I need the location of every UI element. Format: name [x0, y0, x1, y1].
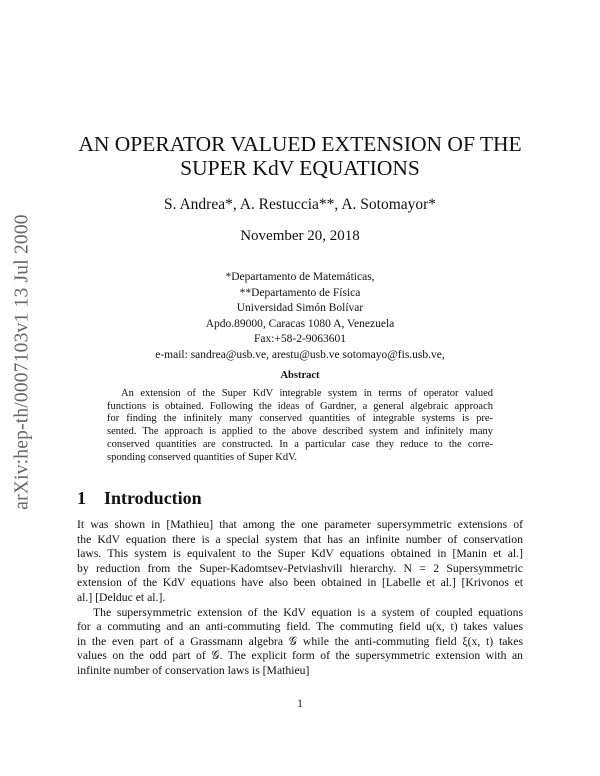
abstract-body: [107, 388, 493, 464]
affiliation-email-line: e-mail: sandrea@usb.ve, arestu@usb.ve sotomayo@fis.usb.ve,: [155, 348, 445, 361]
abstract-line: functions is obtained. Following the ideas of Gardner, a general algebraic approach: [107, 400, 493, 412]
title-line-1: AN OPERATOR VALUED EXTENSION OF THE: [78, 132, 522, 156]
affiliation-line: Apdo.89000, Caracas 1080 A, Venezuela: [205, 317, 395, 330]
paper-title: [0, 132, 600, 180]
body-line: infinite number of conservation laws is [Mathieu]: [77, 663, 310, 677]
section-number: 1: [77, 488, 86, 508]
abstract-line: An extension of the Super KdV integrable system in terms of operator valued: [121, 388, 493, 399]
body-line: by reduction from the Super-Kadomtsev-Petviashvili hierarchy. N = 2 Supersymmetric: [77, 561, 523, 575]
title-line-2: SUPER KdV EQUATIONS: [180, 156, 420, 180]
affiliation-block: [0, 270, 600, 363]
body-line: in the even part of a Grassmann algebra 𝒢 while the anti-commuting field ξ(x, t) takes: [77, 634, 523, 648]
affiliation-line: Universidad Simón Bolívar: [236, 302, 364, 314]
section-title: Introduction: [104, 488, 202, 508]
body-line: values on the odd part of 𝒢. The explicit form of the supersymmetric extension with an: [77, 649, 523, 663]
paper-date: November 20, 2018: [240, 228, 360, 244]
affiliation-line: **Departamento de Física: [239, 286, 361, 299]
body-line: The supersymmetric extension of the KdV equation is a system of coupled equations: [93, 605, 523, 619]
body-line: laws. This system is equivalent to the Super KdV equations obtained in [Manin et al.]: [77, 547, 523, 561]
body-line: It was shown in [Mathieu] that among the one parameter supersymmetric extensions of: [77, 518, 523, 531]
section-heading-introduction: [77, 488, 202, 509]
body-line: extension of the KdV equations have also been obtained in [Labelle et al.] [Krivonos et: [77, 576, 523, 590]
abstract-line: for finding the infinitely many conserved quantities of integrable systems is pre-: [107, 413, 493, 425]
arxiv-identifier: arXiv:hep-th/0007103v1 13 Jul 2000: [12, 214, 34, 510]
author-list: S. Andrea*, A. Restuccia**, A. Sotomayor*: [163, 196, 437, 213]
body-line: the KdV equation there is a special system that has an infinite number of conservation: [77, 532, 523, 546]
affiliation-line: Fax:+58-2-9063601: [253, 333, 347, 345]
page-number: 1: [297, 698, 303, 710]
body-line: al.] [Delduc et al.].: [77, 590, 166, 604]
abstract-line: sented. The approach is applied to the above described system and infinitely many: [107, 426, 493, 438]
body-line: for a commuting and an anti-commuting field. The commuting field u(x, t) takes values: [77, 620, 523, 634]
introduction-body: [77, 518, 523, 679]
abstract-line: conserved quantities are constructed. In a particular case they reduce to the corre-: [107, 438, 493, 450]
abstract-heading: Abstract: [280, 370, 320, 381]
affiliation-line: *Departamento de Matemáticas,: [225, 271, 375, 283]
abstract-line: sponding conserved quantities of Super KdV.: [107, 451, 297, 463]
